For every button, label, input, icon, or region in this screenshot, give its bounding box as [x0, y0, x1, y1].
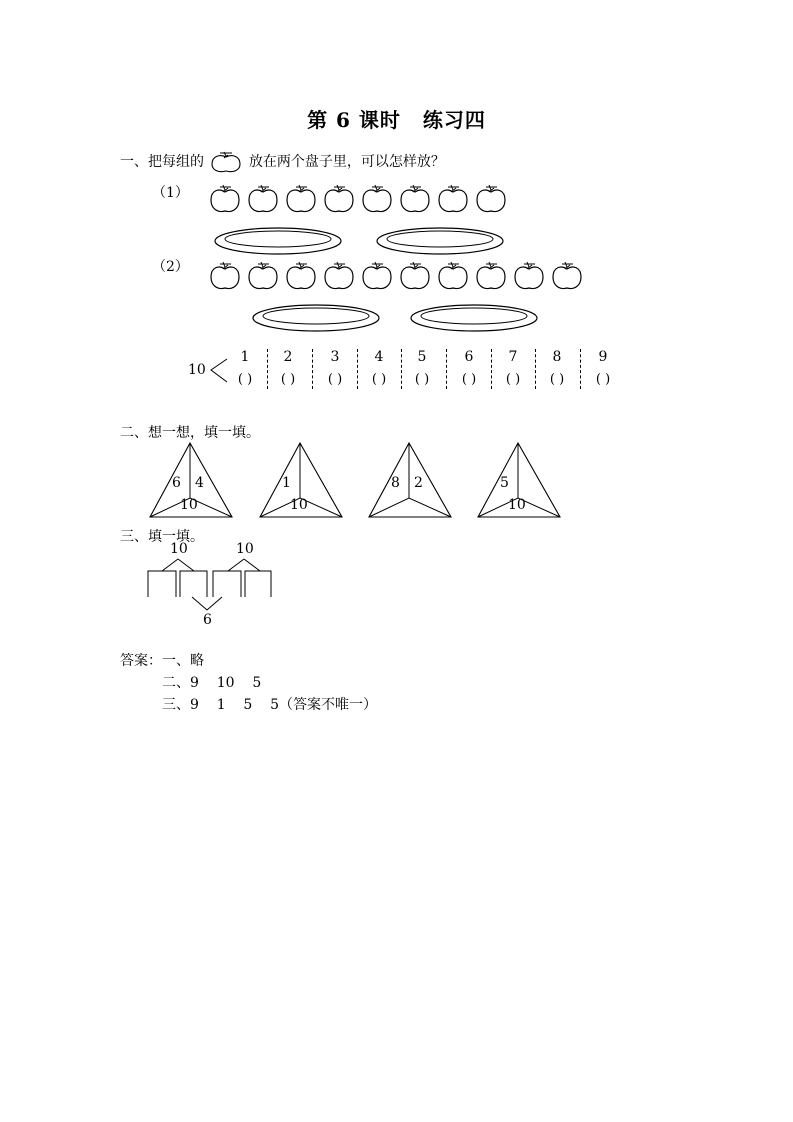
q3-branch-diagram [140, 555, 280, 615]
split-number-8: 8 [552, 349, 562, 365]
triangle-left-number: 6 [172, 475, 181, 491]
q1-suffix: 放在两个盘子里，可以怎样放？ [248, 154, 445, 170]
split-number-6: 6 [464, 349, 474, 365]
plate-icon [377, 228, 503, 254]
answer-blank: ( ) [327, 372, 343, 387]
title-exercise: 练习四 [422, 108, 486, 132]
triangle-bottom-number: 10 [508, 497, 526, 513]
answer-blank: ( ) [595, 372, 611, 387]
apple-icon [515, 262, 543, 289]
apple-row-group2 [205, 259, 600, 293]
plates-group1 [210, 225, 520, 259]
apple-icon [287, 262, 315, 289]
q3-heading: 三、填一填。 [120, 529, 204, 545]
triangle-bottom-number: 10 [290, 497, 308, 513]
page-title [0, 104, 793, 133]
column-divider [491, 349, 492, 389]
title-lesson: 第 6 课时 [307, 108, 401, 132]
group1-label: （1） [152, 185, 189, 201]
apple-icon [477, 185, 505, 212]
column-divider [535, 349, 536, 389]
apple-icon [439, 185, 467, 212]
apple-icon [477, 262, 505, 289]
triangle-left-number: 8 [391, 475, 400, 491]
plate-icon [215, 228, 341, 254]
split-number-7: 7 [508, 349, 518, 365]
split-number-5: 5 [417, 349, 427, 365]
split-number-3: 3 [330, 349, 340, 365]
triangle-left-number: 5 [500, 475, 509, 491]
apple-icon [401, 185, 429, 212]
plates-group2 [248, 302, 548, 336]
q1-prefix: 一、把每组的 [120, 154, 204, 170]
column-divider [580, 349, 581, 389]
apple-icon [208, 150, 244, 174]
column-divider [312, 349, 313, 389]
apple-icon [249, 185, 277, 212]
split-total: 10 [188, 362, 206, 378]
plate-icon [253, 305, 379, 331]
group2-label: （2） [152, 259, 189, 275]
answer-line-1: 答案：一、略 [120, 653, 204, 669]
q1-heading [120, 150, 445, 174]
apple-icon [363, 185, 391, 212]
column-divider [446, 349, 447, 389]
apple-icon [363, 262, 391, 289]
q2-heading: 二、想一想，填一填。 [120, 425, 260, 441]
answer-blank: ( ) [237, 372, 253, 387]
answer-blank: ( ) [280, 372, 296, 387]
triangle-right-number: 2 [414, 475, 423, 491]
answer-blank: ( ) [505, 372, 521, 387]
q3-top-right-number: 10 [236, 541, 254, 557]
answer-blank: ( ) [549, 372, 565, 387]
apple-icon [325, 262, 353, 289]
apple-icon [401, 262, 429, 289]
number-triangle [367, 440, 457, 520]
triangle-left-number: 1 [282, 475, 291, 491]
q3-top-left-number: 10 [170, 541, 188, 557]
apple-icon [439, 262, 467, 289]
plate-icon [411, 305, 537, 331]
apple-icon [211, 185, 239, 212]
apple-row-group1 [205, 182, 525, 216]
answer-blank: ( ) [414, 372, 430, 387]
split-number-1: 1 [240, 349, 250, 365]
apple-icon [211, 262, 239, 289]
triangle-bottom-number: 10 [180, 497, 198, 513]
answer-blank: ( ) [461, 372, 477, 387]
apple-icon [325, 185, 353, 212]
split-number-9: 9 [598, 349, 608, 365]
q3-bottom-number: 6 [203, 612, 212, 628]
split-number-2: 2 [283, 349, 293, 365]
answer-line-3: 三、9 1 5 5（答案不唯一） [162, 697, 378, 713]
answer-blank: ( ) [371, 372, 387, 387]
answer-line-2: 二、9 10 5 [162, 675, 262, 691]
apple-icon [553, 262, 581, 289]
split-number-4: 4 [374, 349, 384, 365]
apple-icon [287, 185, 315, 212]
triangle-right-number: 4 [195, 475, 204, 491]
column-divider [357, 349, 358, 389]
apple-icon [249, 262, 277, 289]
